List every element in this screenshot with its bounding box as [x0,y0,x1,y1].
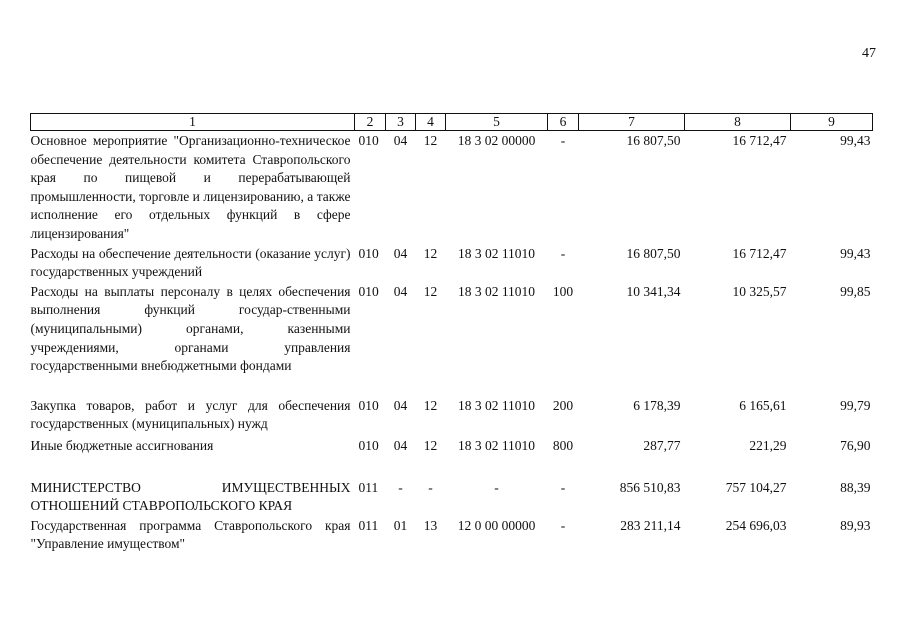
row-code-target: 18 3 02 11010 [457,437,536,453]
table-row [31,478,873,516]
table-row [31,131,873,244]
row-code-ministry: 011 [358,517,379,533]
row-value-7: 10 341,34 [626,283,681,299]
column-header-9: 9 [791,114,873,131]
row-code-target: 18 3 02 00000 [457,133,536,148]
row-value-9: 99,43 [840,133,871,148]
row-code-section: 04 [393,283,408,299]
row-code-subsection: 12 [423,397,438,413]
page-number: 47 [862,46,876,61]
column-header-2: 2 [355,114,386,131]
row-value-7: 287,77 [643,437,681,453]
row-code-expense-type: - [560,479,566,495]
row-code-subsection: 13 [423,517,438,533]
row-code-target: 12 0 00 00000 [457,517,536,533]
row-code-subsection: 12 [423,245,438,261]
row-code-expense-type: - [560,133,566,148]
row-name: Иные бюджетные ассигнования [30,437,214,453]
table-header-row [31,114,873,131]
row-value-9: 88,39 [840,479,871,495]
row-value-9: 99,43 [840,245,871,261]
row-code-ministry: 010 [358,397,379,413]
row-value-7: 16 807,50 [626,245,681,261]
row-value-7: 6 178,39 [633,397,681,413]
row-code-subsection: 12 [423,133,438,148]
row-code-subsection: 12 [423,437,438,453]
row-name: Расходы на выплаты персоналу в целях обеспечения выполнения функций государ-ственными (муниципальными) органами, казенными учреждениями, органами управления государственными внебюджетными фондами [30,283,351,374]
row-value-8: 16 712,47 [732,133,787,148]
row-value-9: 99,85 [840,283,871,299]
row-code-expense-type: 800 [552,437,574,453]
row-code-target: 18 3 02 11010 [457,397,536,413]
table-row [31,396,873,436]
row-value-9: 76,90 [840,437,871,453]
budget-table [30,113,873,554]
row-code-section: 04 [393,133,408,148]
row-value-9: 99,79 [840,397,871,413]
row-value-7: 16 807,50 [626,133,681,148]
row-code-section: 04 [393,437,408,453]
column-header-1: 1 [31,114,355,131]
row-name: Государственная программа Ставропольского края "Управление имуществом" [30,517,351,552]
column-header-3: 3 [386,114,416,131]
row-code-expense-type: - [560,517,566,533]
row-code-ministry: 010 [358,437,379,453]
row-value-7: 856 510,83 [619,479,681,495]
row-code-section: - [398,479,403,495]
row-code-ministry: 010 [358,283,379,299]
row-code-subsection: - [428,479,433,495]
row-code-expense-type: 100 [552,283,574,299]
column-header-8: 8 [685,114,791,131]
row-code-ministry: 011 [358,479,379,495]
row-code-ministry: 010 [358,133,379,148]
column-header-4: 4 [416,114,446,131]
row-value-7: 283 211,14 [620,517,681,533]
table-row [31,244,873,282]
row-code-expense-type: - [560,245,566,261]
row-code-section: 01 [393,517,408,533]
column-header-6: 6 [548,114,579,131]
column-header-7: 7 [579,114,685,131]
row-name: Расходы на обеспечение деятельности (оказание услуг) государственных учреждений [30,245,351,280]
row-code-subsection: 12 [423,283,438,299]
row-name: МИНИСТЕРСТВО ИМУЩЕСТВЕННЫХ ОТНОШЕНИЙ СТАВРОПОЛЬСКОГО КРАЯ [30,479,351,514]
row-value-8: 221,29 [749,437,787,453]
row-value-8: 16 712,47 [732,245,787,261]
row-code-target: 18 3 02 11010 [457,245,536,261]
row-code-target: - [494,479,499,495]
row-value-8: 254 696,03 [725,517,787,533]
row-value-8: 10 325,57 [732,283,787,299]
row-value-8: 757 104,27 [725,479,787,495]
row-code-ministry: 010 [358,245,379,261]
row-value-9: 89,93 [840,517,871,533]
row-code-section: 04 [393,397,408,413]
row-code-target: 18 3 02 11010 [457,283,536,299]
row-value-8: 6 165,61 [739,397,787,413]
column-header-5: 5 [446,114,548,131]
table-row [31,282,873,396]
row-code-section: 04 [393,245,408,261]
table-row [31,436,873,478]
row-name: Основное мероприятие "Организационно-техническое обеспечение деятельности комитета Ставропольского края по пищевой и перерабатывающей промышленности, торговле и лицензированию, а также исполнение его отдельных функций в сфере лицензирования" [30,133,351,241]
row-name: Закупка товаров, работ и услуг для обеспечения государственных (муниципальных) нужд [30,397,351,432]
row-code-expense-type: 200 [552,397,574,413]
table-row [31,516,873,554]
